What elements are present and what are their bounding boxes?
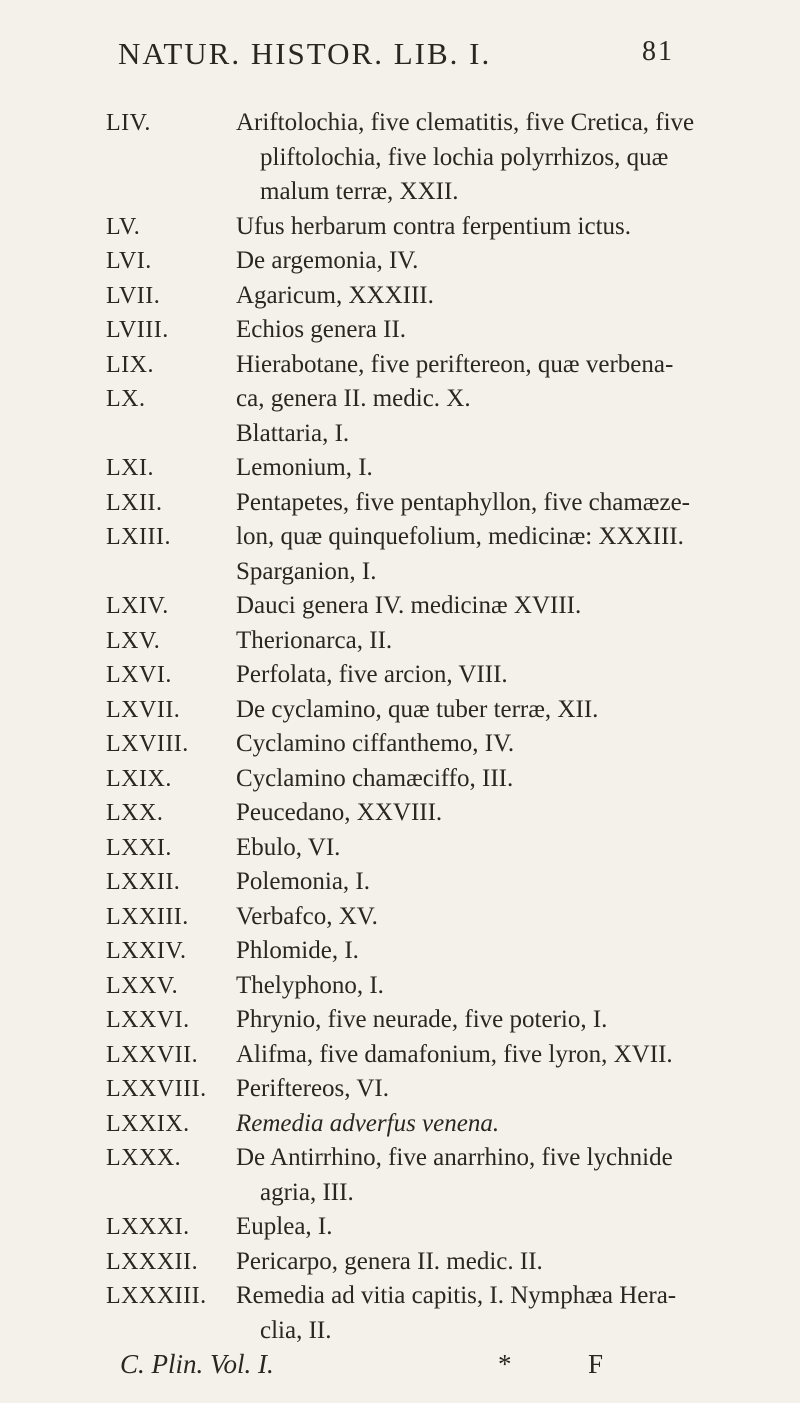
- chapter-description-line: lon, quæ quinquefolium, medicinæ: XXXIII.: [236, 523, 684, 550]
- running-header: [118, 36, 678, 72]
- footer-volume-label: C. Plin. Vol. I.: [120, 1349, 274, 1379]
- chapter-description-line: pliftolochia, five lochia polyrrhizos, quæ: [260, 143, 669, 171]
- chapter-description-line: Therionarca, II.: [236, 626, 393, 654]
- chapter-description: [232, 313, 782, 348]
- chapter-number: LXI.: [106, 455, 154, 481]
- signature-mark: F: [588, 1349, 604, 1379]
- chapter-number: LXII.: [106, 489, 163, 516]
- chapter-number: LXXVI.: [106, 1007, 190, 1033]
- chapter-description-line: Pericarpo, genera II. medic. II.: [236, 1247, 543, 1275]
- chapter-entry: [0, 865, 800, 900]
- chapter-entry: [0, 762, 800, 797]
- chapter-description: [232, 244, 782, 279]
- footer-asterisk: *: [498, 1349, 512, 1379]
- chapter-description-line: Dauci genera IV. medicinæ XVIII.: [236, 592, 582, 619]
- chapter-description-line: De cyclamino, quæ tuber terræ, XII.: [236, 695, 599, 723]
- chapter-description-line: ca, genera II. medic. X.: [236, 385, 471, 412]
- chapter-description: [232, 1107, 782, 1142]
- chapter-description: [232, 520, 782, 589]
- chapter-description-line: Hierabotane, five periftereon, quæ verbena-: [236, 350, 674, 378]
- chapter-description: [232, 900, 782, 935]
- chapter-description: [232, 624, 782, 659]
- chapter-number: LXXXI.: [106, 1214, 190, 1240]
- chapter-description: [232, 1072, 782, 1107]
- chapter-number: LVIII.: [106, 317, 169, 343]
- chapter-entry: [0, 348, 800, 383]
- chapter-description-line: Sparganion, I.: [236, 557, 377, 585]
- chapter-entry: [0, 382, 800, 451]
- chapter-entry: [0, 1072, 800, 1107]
- chapter-number: LXVI.: [106, 662, 172, 688]
- chapter-number: LXIII.: [106, 524, 171, 550]
- chapter-entry: [0, 624, 800, 659]
- chapter-entry: [0, 210, 800, 245]
- chapter-number: LXXIX.: [106, 1110, 190, 1137]
- chapter-description-line: Euplea, I.: [236, 1213, 333, 1240]
- chapter-entry: [0, 1038, 800, 1073]
- chapter-number: LIV.: [106, 110, 151, 136]
- chapter-description: [232, 1003, 782, 1038]
- chapter-description: [232, 693, 782, 728]
- chapter-description: [232, 831, 782, 866]
- chapter-entry: [0, 1245, 800, 1280]
- chapter-description: [232, 1210, 782, 1245]
- chapter-description: [232, 486, 782, 521]
- chapter-entry: [0, 589, 800, 624]
- chapter-description-line: Echios genera II.: [236, 316, 407, 343]
- chapter-description-line: Alifma, five damafonium, five lyron, XVII.: [236, 1040, 673, 1068]
- chapter-description-line: malum terræ, XXII.: [260, 178, 459, 205]
- chapter-entry: [0, 900, 800, 935]
- chapter-index-list: [0, 106, 800, 1348]
- chapter-description: [232, 934, 782, 969]
- chapter-number: LX.: [106, 386, 146, 412]
- chapter-description-line: Phlomide, I.: [236, 937, 359, 964]
- chapter-entry: [0, 486, 800, 521]
- chapter-description: [232, 279, 782, 314]
- chapter-description-line: Cyclamino chamæciffo, III.: [236, 764, 514, 792]
- chapter-entry: [0, 934, 800, 969]
- chapter-entry: [0, 693, 800, 728]
- chapter-number: LXXX.: [106, 1145, 182, 1171]
- chapter-description-line: Perfolata, five arcion, VIII.: [236, 661, 508, 688]
- chapter-number: LXXIV.: [106, 938, 187, 964]
- chapter-number: LXXII.: [106, 869, 181, 895]
- chapter-description-line: De Antirrhino, five anarrhino, five lychnide: [236, 1144, 673, 1171]
- chapter-number: LXXXII.: [106, 1248, 199, 1275]
- chapter-entry: [0, 1107, 800, 1142]
- chapter-entry: [0, 244, 800, 279]
- chapter-number: LXIX.: [106, 765, 172, 792]
- chapter-number: LXVII.: [106, 696, 181, 723]
- chapter-description-line: Phrynio, five neurade, five poterio, I.: [236, 1006, 608, 1033]
- chapter-description: [232, 762, 782, 797]
- chapter-number: LXIV.: [106, 593, 169, 619]
- chapter-description: [232, 796, 782, 831]
- chapter-description-line: Remedia adverfus venena.: [236, 1109, 500, 1137]
- chapter-entry: [0, 969, 800, 1004]
- chapter-description-line: Blattaria, I.: [236, 419, 350, 447]
- chapter-description-line: Lemonium, I.: [236, 454, 373, 481]
- chapter-description-line: Polemonia, I.: [236, 868, 371, 895]
- chapter-description: [232, 348, 782, 383]
- chapter-description: [232, 382, 782, 451]
- chapter-description-line: Cyclamino ciffanthemo, IV.: [236, 730, 515, 757]
- chapter-number: LV.: [106, 213, 141, 240]
- chapter-entry: [0, 520, 800, 589]
- chapter-description-line: Peucedano, XXVIII.: [236, 799, 443, 826]
- chapter-entry: [0, 658, 800, 693]
- chapter-entry: [0, 796, 800, 831]
- chapter-description: [232, 658, 782, 693]
- chapter-description-line: clia, II.: [260, 1316, 332, 1344]
- chapter-description-line: Periftereos, VI.: [236, 1075, 389, 1102]
- chapter-entry: [0, 831, 800, 866]
- chapter-description-line: Ebulo, VI.: [236, 833, 341, 861]
- chapter-number: LXXXIII.: [106, 1283, 207, 1309]
- chapter-number: LVI.: [106, 248, 152, 274]
- chapter-entry: [0, 106, 800, 210]
- chapter-number: LXXVIII.: [106, 1076, 207, 1102]
- chapter-entry: [0, 313, 800, 348]
- page-number: 81: [642, 36, 674, 67]
- running-title: NATUR. HISTOR. LIB. I.: [118, 36, 492, 71]
- chapter-description: [232, 210, 782, 245]
- chapter-number: LXXV.: [106, 972, 179, 999]
- chapter-number: LIX.: [106, 351, 154, 378]
- chapter-description-line: Thelyphono, I.: [236, 971, 384, 999]
- chapter-entry: [0, 1210, 800, 1245]
- chapter-description: [232, 1141, 782, 1210]
- chapter-number: LXX.: [106, 800, 164, 826]
- chapter-number: LXVIII.: [106, 731, 189, 757]
- chapter-description: [232, 1038, 782, 1073]
- chapter-entry: [0, 279, 800, 314]
- chapter-number: LVII.: [106, 282, 161, 309]
- chapter-number: LXXVII.: [106, 1041, 199, 1068]
- chapter-number: LXV.: [106, 627, 161, 654]
- chapter-description: [232, 969, 782, 1004]
- chapter-description-line: Ariftolochia, five clematitis, five Cretica, five: [236, 109, 695, 136]
- chapter-number: LXXI.: [106, 834, 172, 861]
- chapter-number: LXXIII.: [106, 903, 189, 930]
- chapter-description: [232, 865, 782, 900]
- chapter-description-line: Pentapetes, five pentaphyllon, five chamæze-: [236, 488, 691, 516]
- chapter-description: [232, 589, 782, 624]
- chapter-description-line: De argemonia, IV.: [236, 247, 419, 274]
- chapter-entry: [0, 1141, 800, 1210]
- chapter-entry: [0, 451, 800, 486]
- chapter-description: [232, 727, 782, 762]
- chapter-description-line: Remedia ad vitia capitis, I. Nymphæa Hera-: [236, 1282, 677, 1309]
- chapter-description: [232, 1245, 782, 1280]
- page-footer: [120, 1349, 680, 1380]
- chapter-description: [232, 106, 782, 210]
- chapter-description-line: Verbafco, XV.: [236, 902, 378, 930]
- chapter-description: [232, 1279, 782, 1348]
- chapter-description-line: agria, III.: [260, 1178, 354, 1206]
- chapter-description-line: Ufus herbarum contra ferpentium ictus.: [236, 212, 632, 240]
- chapter-entry: [0, 1003, 800, 1038]
- chapter-entry: [0, 727, 800, 762]
- chapter-entry: [0, 1279, 800, 1348]
- chapter-description-line: Agaricum, XXXIII.: [236, 281, 434, 309]
- chapter-description: [232, 451, 782, 486]
